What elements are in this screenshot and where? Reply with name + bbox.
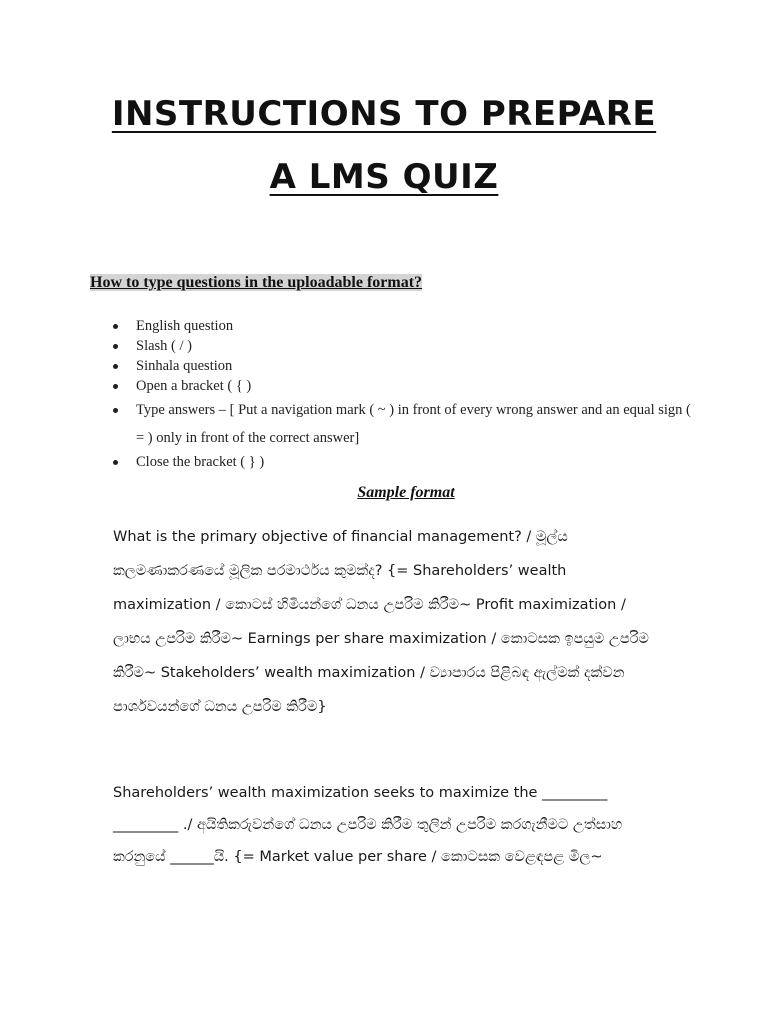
sample-question-1 — [113, 520, 673, 724]
question-line: _________ ./ අයිතිකරුවන්ගේ ධනය උපරිම කිරීම තුලින් උපරිම කරගැනීමට උත්සාහ — [113, 817, 623, 833]
section-heading: How to type questions in the uploadable format? — [90, 274, 423, 291]
question-line: What is the primary objective of financial management? / මූල්ය — [113, 529, 568, 545]
question-line: maximization / කොටස් හිමියන්ගේ ධනය උපරිම කිරීම~ Profit maximization / — [113, 597, 626, 613]
question-line: Shareholders’ wealth maximization seeks to maximize the _________ — [113, 785, 608, 801]
instruction-item: English question — [110, 316, 700, 336]
question-line: කිරීම~ Stakeholders’ wealth maximization / ව්‍යාපාරය පිළිබඳ ඇල්මක් දක්වන — [113, 665, 625, 681]
question-line: කරනුයේ ______යි. {= Market value per share / කොටසක වෙළඳපළ මිල~ — [113, 849, 603, 865]
instruction-item: Open a bracket ( { ) — [110, 376, 700, 396]
question-line: කලමණාකරණයේ මූලික පරමාර්ථය කුමක්ද? {= Shareholders’ wealth — [113, 563, 567, 579]
sample-format-heading: Sample format — [357, 484, 455, 501]
title-line-2: A LMS QUIZ — [269, 157, 499, 197]
instruction-item: Close the bracket ( } ) — [110, 452, 700, 472]
instruction-item: Type answers – [ Put a navigation mark ( ~ ) in front of every wrong answer and an equal sign ( = ) only in front of the correct answer] — [110, 396, 700, 452]
question-line: ලාභය උපරිම කිරීම~ Earnings per share maximization / කොටසක ඉපයුම උපරිම — [113, 631, 649, 647]
instruction-item: Sinhala question — [110, 356, 700, 376]
sample-question-2 — [113, 777, 673, 873]
question-line: පාර්ශවයන්ගේ ධනය උපරිම කිරීම} — [113, 699, 327, 715]
title-line-1: INSTRUCTIONS TO PREPARE — [111, 94, 657, 134]
instruction-list — [110, 316, 700, 472]
instruction-item: Slash ( / ) — [110, 336, 700, 356]
